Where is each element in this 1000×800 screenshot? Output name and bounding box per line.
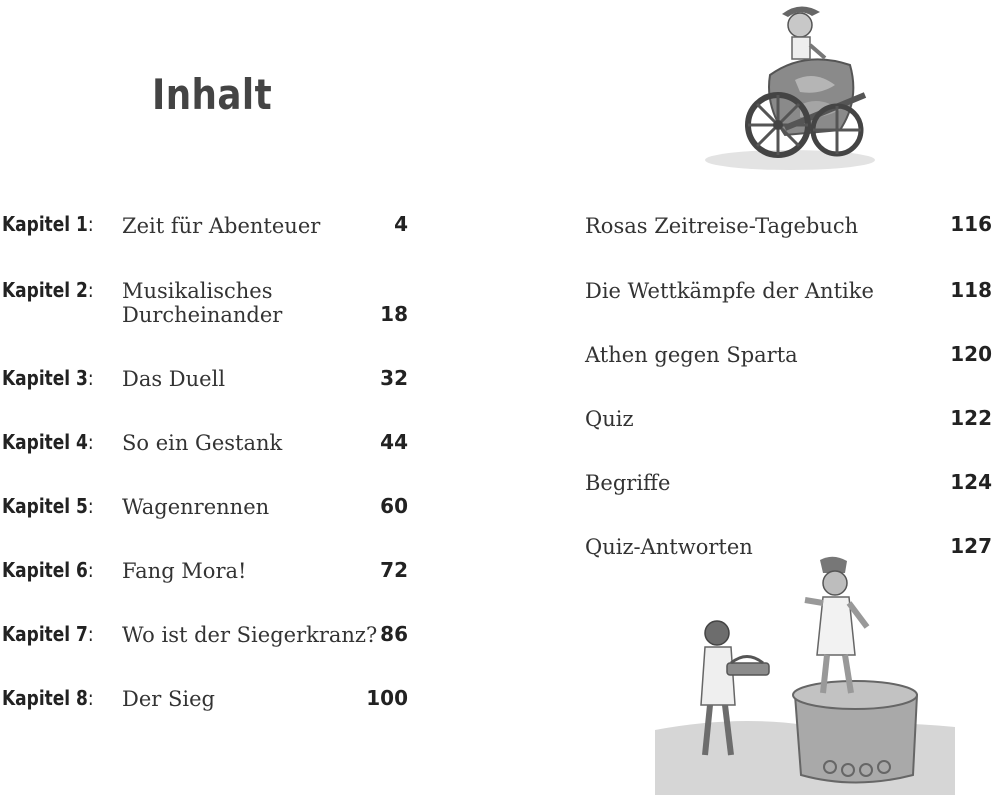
chapter-label: Kapitel 4: [2, 430, 88, 454]
chapter-title-line1: Musikalisches: [122, 279, 273, 303]
chapter-label: Kapitel 6: [2, 558, 88, 582]
extra-page: 127: [950, 534, 992, 558]
chapter-page: 72: [380, 558, 408, 582]
extra-page: 120: [950, 342, 992, 366]
extra-title: Quiz: [585, 407, 634, 431]
extra-page: 116: [950, 212, 992, 236]
chapter-label: Kapitel 2: [2, 278, 88, 302]
chapter-label: Kapitel 1: [2, 212, 88, 236]
chapter-title: Wo ist der Siegerkranz?: [122, 623, 378, 647]
extra-title: Quiz-Antworten: [585, 535, 753, 559]
extra-page: 124: [950, 470, 992, 494]
chariot-illustration: [700, 0, 890, 175]
chapter-title-line2: Durcheinander: [122, 303, 283, 327]
victory-illustration: [655, 555, 955, 795]
chapter-page: 18: [380, 302, 408, 326]
chapter-title: Das Duell: [122, 367, 226, 391]
chapter-label: Kapitel 8: [2, 686, 88, 710]
chapter-title: Wagenrennen: [122, 495, 270, 519]
chapter-page: 4: [394, 212, 408, 236]
chapter-title: Der Sieg: [122, 687, 215, 711]
chapter-page: 60: [380, 494, 408, 518]
extra-title: Die Wettkämpfe der Antike: [585, 279, 874, 303]
chapter-page: 86: [380, 622, 408, 646]
extra-title: Rosas Zeitreise-Tagebuch: [585, 214, 859, 238]
chapter-title: Zeit für Abenteuer: [122, 214, 321, 238]
extra-title: Athen gegen Sparta: [585, 343, 798, 367]
extra-page: 122: [950, 406, 992, 430]
chapter-label: Kapitel 7: [2, 622, 88, 646]
chapter-title: Fang Mora!: [122, 559, 247, 583]
page-title: Inhalt: [152, 70, 273, 119]
chapter-title: So ein Gestank: [122, 431, 283, 455]
chapter-label: Kapitel 5: [2, 494, 88, 518]
chapter-page: 44: [380, 430, 408, 454]
chapter-page: 32: [380, 366, 408, 390]
chapter-page: 100: [366, 686, 408, 710]
chapter-label: Kapitel 3: [2, 366, 88, 390]
extra-page: 118: [950, 278, 992, 302]
extra-title: Begriffe: [585, 471, 671, 495]
